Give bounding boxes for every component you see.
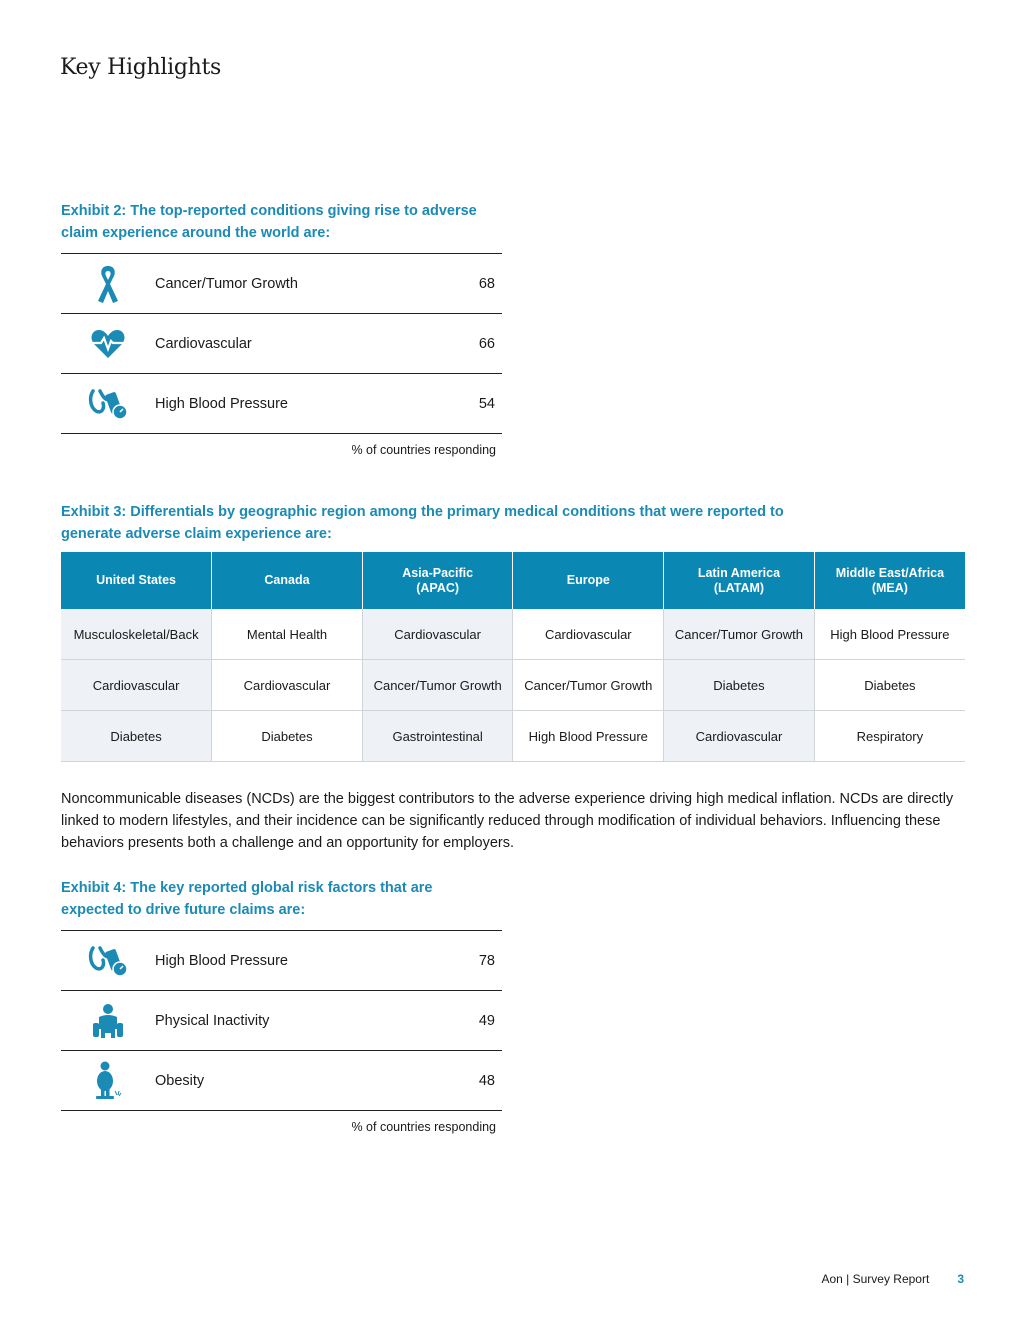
table-row bbox=[61, 711, 965, 762]
table-cell: Cancer/Tumor Growth bbox=[513, 660, 664, 711]
region-header-line1: Latin America bbox=[697, 565, 781, 580]
region-table bbox=[61, 552, 965, 762]
stethoscope-icon bbox=[61, 374, 155, 433]
table-cell: Cardiovascular bbox=[664, 711, 815, 762]
exhibit-3-title bbox=[61, 501, 784, 545]
table-cell: Cancer/Tumor Growth bbox=[664, 609, 815, 660]
table-cell: Cancer/Tumor Growth bbox=[362, 660, 513, 711]
exhibit-2-row bbox=[61, 374, 502, 457]
exhibit-4-row bbox=[61, 931, 502, 991]
region-header-line1: Europe bbox=[566, 573, 610, 587]
table-cell: Cardiovascular bbox=[513, 609, 664, 660]
table-cell: Diabetes bbox=[61, 711, 212, 762]
region-header-line1: Asia-Pacific bbox=[402, 565, 474, 580]
row-label: High Blood Pressure bbox=[155, 952, 288, 969]
region-header bbox=[664, 552, 815, 609]
region-header-line1: Canada bbox=[264, 573, 310, 587]
exhibit-4-title-line2: expected to drive future claims are: bbox=[61, 902, 306, 918]
table-cell: Diabetes bbox=[814, 660, 965, 711]
table-cell: Cardiovascular bbox=[61, 660, 212, 711]
table-cell: Mental Health bbox=[212, 609, 363, 660]
table-cell: Gastrointestinal bbox=[362, 711, 513, 762]
ribbon-icon bbox=[61, 254, 155, 313]
region-header-line2: (APAC) bbox=[416, 580, 460, 595]
table-row bbox=[61, 609, 965, 660]
row-value: 48 bbox=[478, 1072, 495, 1089]
sitting-person-icon bbox=[61, 991, 155, 1050]
page-title: Key Highlights bbox=[60, 55, 222, 80]
region-header bbox=[362, 552, 513, 609]
heart-pulse-icon bbox=[61, 314, 155, 373]
region-header-line1: Middle East/Africa bbox=[835, 565, 945, 580]
page-footer bbox=[821, 1272, 964, 1286]
exhibit-2-note: % of countries responding bbox=[351, 443, 496, 457]
exhibit-3-title-line1: Exhibit 3: Differentials by geographic region among the primary medical conditions that were reported to bbox=[61, 504, 784, 520]
exhibit-4-title-line1: Exhibit 4: The key reported global risk factors that are bbox=[61, 880, 433, 896]
exhibit-2-title-line1: Exhibit 2: The top-reported conditions giving rise to adverse bbox=[61, 203, 477, 219]
row-label: Obesity bbox=[155, 1072, 205, 1089]
region-header bbox=[513, 552, 664, 609]
exhibit-2-title-line2: claim experience around the world are: bbox=[61, 225, 331, 241]
exhibit-3-title-line2: generate adverse claim experience are: bbox=[61, 526, 332, 542]
row-label: High Blood Pressure bbox=[155, 395, 288, 412]
exhibit-4-title bbox=[61, 877, 432, 921]
table-cell: High Blood Pressure bbox=[513, 711, 664, 762]
table-cell: Cardiovascular bbox=[362, 609, 513, 660]
footer-text: Aon | Survey Report bbox=[821, 1272, 930, 1286]
region-table-header-row bbox=[61, 552, 965, 609]
row-label: Cardiovascular bbox=[155, 335, 252, 352]
exhibit-4-table bbox=[61, 930, 502, 1134]
row-label: Cancer/Tumor Growth bbox=[155, 275, 298, 292]
table-cell: Musculoskeletal/Back bbox=[61, 609, 212, 660]
exhibit-2-row bbox=[61, 254, 502, 314]
row-value: 54 bbox=[478, 395, 495, 412]
row-value: 66 bbox=[478, 335, 495, 352]
table-cell: Respiratory bbox=[814, 711, 965, 762]
exhibit-4-note: % of countries responding bbox=[351, 1120, 496, 1134]
table-row bbox=[61, 660, 965, 711]
table-cell: Cardiovascular bbox=[212, 660, 363, 711]
exhibit-4-row bbox=[61, 991, 502, 1051]
region-header-line2: (MEA) bbox=[871, 580, 908, 595]
table-cell: High Blood Pressure bbox=[814, 609, 965, 660]
table-cell: Diabetes bbox=[664, 660, 815, 711]
region-header bbox=[212, 552, 363, 609]
body-paragraph: Noncommunicable diseases (NCDs) are the biggest contributors to the adverse experience driving high medical inflation. NCDs are directly linked to modern lifestyles, and their incidence can be significantly reduced through modification of individual behaviors. Influencing these behaviors presents both a challenge and an opportunity for employers. bbox=[61, 791, 954, 851]
region-header-line2: (LATAM) bbox=[713, 580, 765, 595]
table-cell: Diabetes bbox=[212, 711, 363, 762]
region-header-line1: United States bbox=[96, 573, 177, 587]
row-value: 78 bbox=[478, 952, 495, 969]
row-value: 68 bbox=[478, 275, 495, 292]
exhibit-2-row bbox=[61, 314, 502, 374]
page-number: 3 bbox=[957, 1272, 964, 1286]
stethoscope-icon bbox=[61, 931, 155, 990]
exhibit-2-title bbox=[61, 200, 477, 244]
row-label: Physical Inactivity bbox=[155, 1012, 270, 1029]
exhibit-2-table bbox=[61, 253, 502, 457]
exhibit-4-row bbox=[61, 1051, 502, 1134]
region-header bbox=[61, 552, 212, 609]
region-header bbox=[814, 552, 965, 609]
scale-person-icon bbox=[61, 1051, 155, 1110]
row-value: 49 bbox=[478, 1012, 495, 1029]
